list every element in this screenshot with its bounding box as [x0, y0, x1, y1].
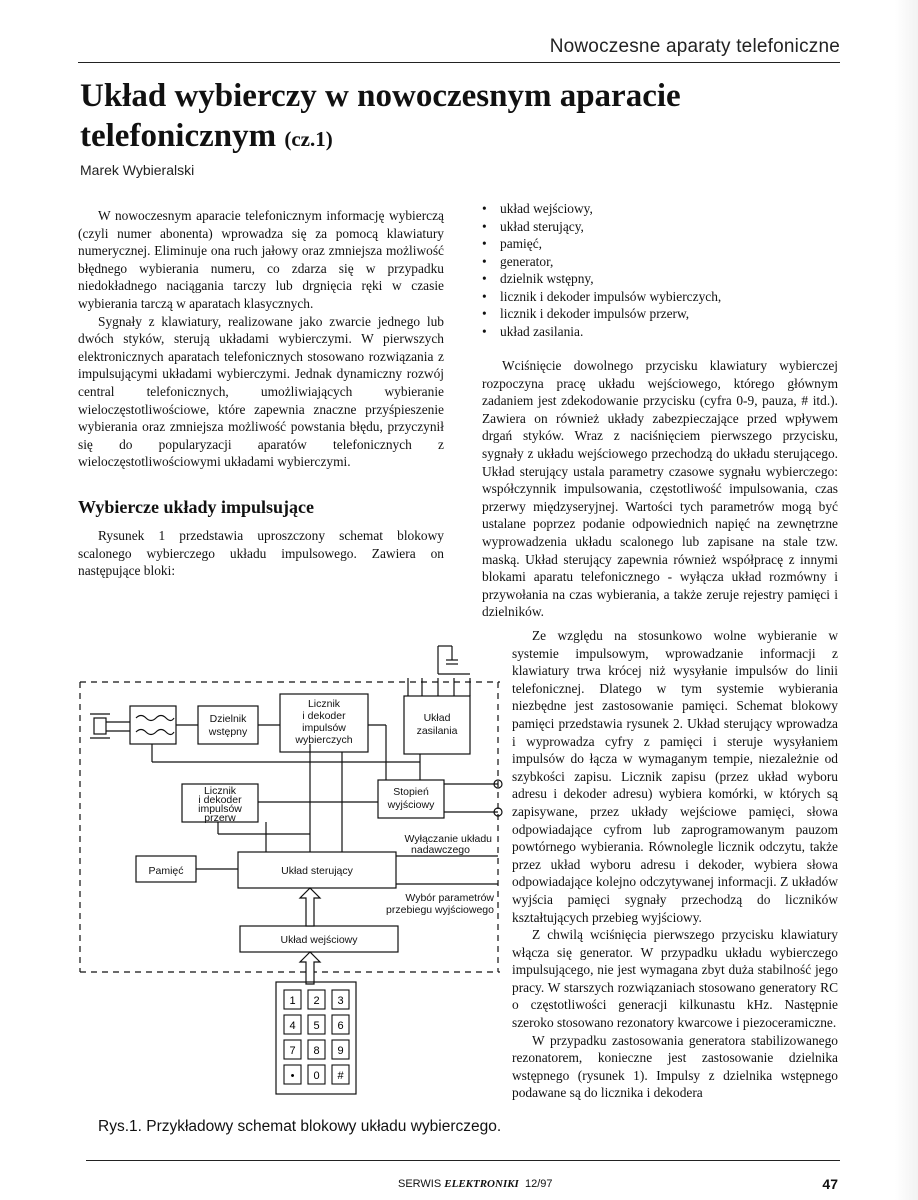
section-heading: Wybiercze układy impulsujące [78, 497, 315, 517]
paragraph: W przypadku zastosowania generatora stabilizowanego rezonatorem, konieczne jest zastosowanie dzielnika wstępnego (rysunek 1). Impulsy z dzielnika wstępnego podawane są do licznika i dekodera [512, 1032, 838, 1101]
dial-counter-label: Licznik [307, 698, 341, 710]
list-item: • generator, [482, 253, 822, 271]
dial-counter-label: impulsów [302, 722, 346, 734]
memory-label: Pamięć [148, 865, 184, 877]
param-label: Wybór parametrów [405, 892, 494, 904]
paragraph: Wciśnięcie dowolnego przycisku klawiatury wybierczej rozpoczyna pracę układu wejściowego, którego głównym zadaniem jest zdekodowanie przycisku (cyfra 0-9, pauza, # itd.). Zawiera on również układy zabezpieczające przed wpływem drgań styków. Wraz z naciśnięciem pierwszego przycisku, sygnały z układu wejściowego przechodzą do układu sterującego. Układ sterujący ustala parametry czasowe sygnału wybierczego: współczynnik impulsowania, częstotliwość impulsowania, czas przerwy międzyseryjnej. Wartości tych parametrów mogą być ustalane poprzez podanie odpowiednich napięć na zewnętrzne wyprowadzenia układu scalonego lub zapisane na stale tzw. maską. Układ sterujący zapewnia również współpracę z innymi blokami aparatu telefonicznego - wyłącza układ rozmówny i przywołania na czas wybierania, a także zeruje rejestry pamięci i dzielników. [482, 358, 838, 620]
output-stage-label: Stopień [393, 786, 429, 798]
bullet-list [482, 200, 822, 340]
crystal-icon [94, 718, 106, 734]
article-title-part: (cz.1) [284, 127, 333, 151]
list-item: • układ sterujący, [482, 218, 822, 236]
power-supply-label: Układ [423, 712, 451, 724]
keypad-key-label: 0 [313, 1070, 320, 1082]
keypad-keys [284, 990, 349, 1084]
pause-counter-label: Licznik [203, 785, 237, 797]
arrow-up-icon [300, 888, 320, 926]
arrow-up-icon [300, 952, 320, 984]
divider-label: Dzielnik [209, 713, 247, 725]
keypad-key-label: 1 [289, 995, 296, 1007]
left-column-continued [78, 527, 444, 580]
footer-prefix: SERWIS [398, 1178, 442, 1190]
switch-off-label: Wyłączanie układu [404, 833, 492, 845]
dial-counter-label: i dekoder [302, 710, 346, 722]
dial-counter-label: wybierczych [295, 734, 353, 746]
input-label: Układ wejściowy [280, 934, 358, 946]
figure-caption: Rys.1. Przykładowy schemat blokowy układu wybierczego. [98, 1118, 502, 1135]
block-diagram [70, 634, 510, 1104]
footer-name: ELEKTRONIKI [444, 1178, 519, 1190]
keypad-key-label: 9 [337, 1045, 344, 1057]
footer-issue: 12/97 [524, 1178, 553, 1190]
running-header: Nowoczesne aparaty telefoniczne [549, 36, 840, 57]
power-supply-label: zasilania [416, 725, 458, 737]
left-column [78, 207, 444, 471]
output-stage-label: wyjściowy [387, 799, 435, 811]
right-column [482, 357, 838, 621]
paragraph: Sygnały z klawiatury, realizowane jako zwarcie jednego lub dwóch styków, sterują układami wybierczymi. W pierwszych elektronicznych aparatach telefonicznych stosowano rozwiązania z impulsującymi układami wybierczymi. Jednak dynamiczny rozwój central telefonicznych, umożliwiających wybieranie wieloczęstotliwościowe, które zapewnia znaczne przyśpieszenie wybierania oraz zmniejsza możliwość powstania błędu, przyczynił się do popularyzacji aparatów telefonicznych z wieloczęstotliwościowymi układami wybierczymi. [78, 313, 444, 470]
divider-block [198, 706, 258, 744]
keypad-key-label: # [337, 1070, 344, 1082]
pause-counter-label: przerw [204, 812, 236, 824]
list-item: • pamięć, [482, 235, 822, 253]
header-rule [78, 62, 840, 63]
paragraph: Ze względu na stosunkowo wolne wybieranie w systemie impulsowym, wprowadzanie informacji z klawiatury trwa krócej niż wysyłanie impulsów do linii telefonicznej. Dlatego w tym systemie wybierania niezbędne jest zastosowanie pamięci. Schemat blokowy pamięci przedstawia rysunek 2. Układ sterujący wprowadza i wyprowadza cyfry z pamięci i steruje wysyłaniem impulsów do łącza w wymaganym tempie, niezależnie od szybkości zapisu. Licznik zapisu (przez układ wyboru adresu i dekoder adresu) wybiera komórki, w których są zapisywane, przez układy wejściowe pamięci, słowa odpowiadające cyfrom lub zaprogramowanym pauzom powtórnego wybierania. Równolegle licznik odczytu, także przez układ wyboru adresu i dekoder, wybiera słowa odpowiadające kolejno odczytywanej informacji. Z układów wyjścia pamięci sygnały przechodzą do liczników kształtujących przebieg wyjściowy. [512, 628, 838, 925]
right-column-continued [512, 627, 838, 1102]
keypad-key-label: 6 [337, 1020, 344, 1032]
list-item: • układ zasilania. [482, 323, 822, 341]
divider-label: wstępny [208, 726, 248, 738]
keypad-key-label: 8 [313, 1045, 320, 1057]
control-label: Układ sterujący [281, 865, 353, 877]
list-item: • dzielnik wstępny, [482, 270, 822, 288]
footer-rule [86, 1160, 840, 1161]
paragraph: W nowoczesnym aparacie telefonicznym informację wybierczą (czyli numer abonenta) wprowadza się za pomocą klawiatury numerycznej. Eliminuje ona ruch jałowy oraz zmniejsza możliwość błędnego wybierania numeru, co zdarza się w przypadku niedokładnego naciągania tarczy lub drgnięcia ręki w czasie wybierania tarczą w aparatach klasycznych. [78, 208, 444, 311]
keypad-key-label: 7 [289, 1045, 296, 1057]
keypad-key-label: • [290, 1070, 295, 1082]
list-item: • licznik i dekoder impulsów wybierczych, [482, 288, 822, 306]
keypad-key-label: 4 [289, 1020, 296, 1032]
article-title-main: Układ wybierczy w nowoczesnym aparacie telefonicznym [80, 78, 681, 154]
article-title [80, 76, 800, 159]
oscillator-block [130, 706, 176, 744]
author: Marek Wybieralski [80, 162, 195, 178]
paragraph: Z chwilą wciśnięcia pierwszego przycisku klawiatury włącza się generator. W przypadku układu wybierczego impulsującego, nie jest wymagana zbyt duża stabilność jego pracy. W starszych rozwiązaniach stosowano generatory RC o częstotliwości generacji kilkunastu kHz. Następnie szeroko stosowano rezonatory kwarcowe i piezoceramiczne. [512, 927, 838, 1031]
paragraph: Rysunek 1 przedstawia uproszczony schemat blokowy scalonego wybierczego układu impulsowego. Zawiera on następujące bloki: [78, 528, 444, 579]
page-number: 47 [822, 1176, 838, 1192]
pause-counter-label: i dekoder [198, 794, 242, 806]
list-item: • licznik i dekoder impulsów przerw, [482, 305, 822, 323]
wave-icon [136, 716, 174, 721]
keypad-key-label: 3 [337, 995, 344, 1007]
keypad-key-label: 5 [313, 1020, 320, 1032]
list-item: • układ wejściowy, [482, 200, 822, 218]
footer-publication [398, 1178, 553, 1190]
param-label: przebiegu wyjściowego [386, 904, 494, 916]
pause-counter-label: impulsów [198, 803, 242, 815]
keypad-key-label: 2 [313, 995, 320, 1007]
switch-off-label: nadawczego [411, 844, 470, 856]
page-edge-shadow [895, 0, 918, 1200]
